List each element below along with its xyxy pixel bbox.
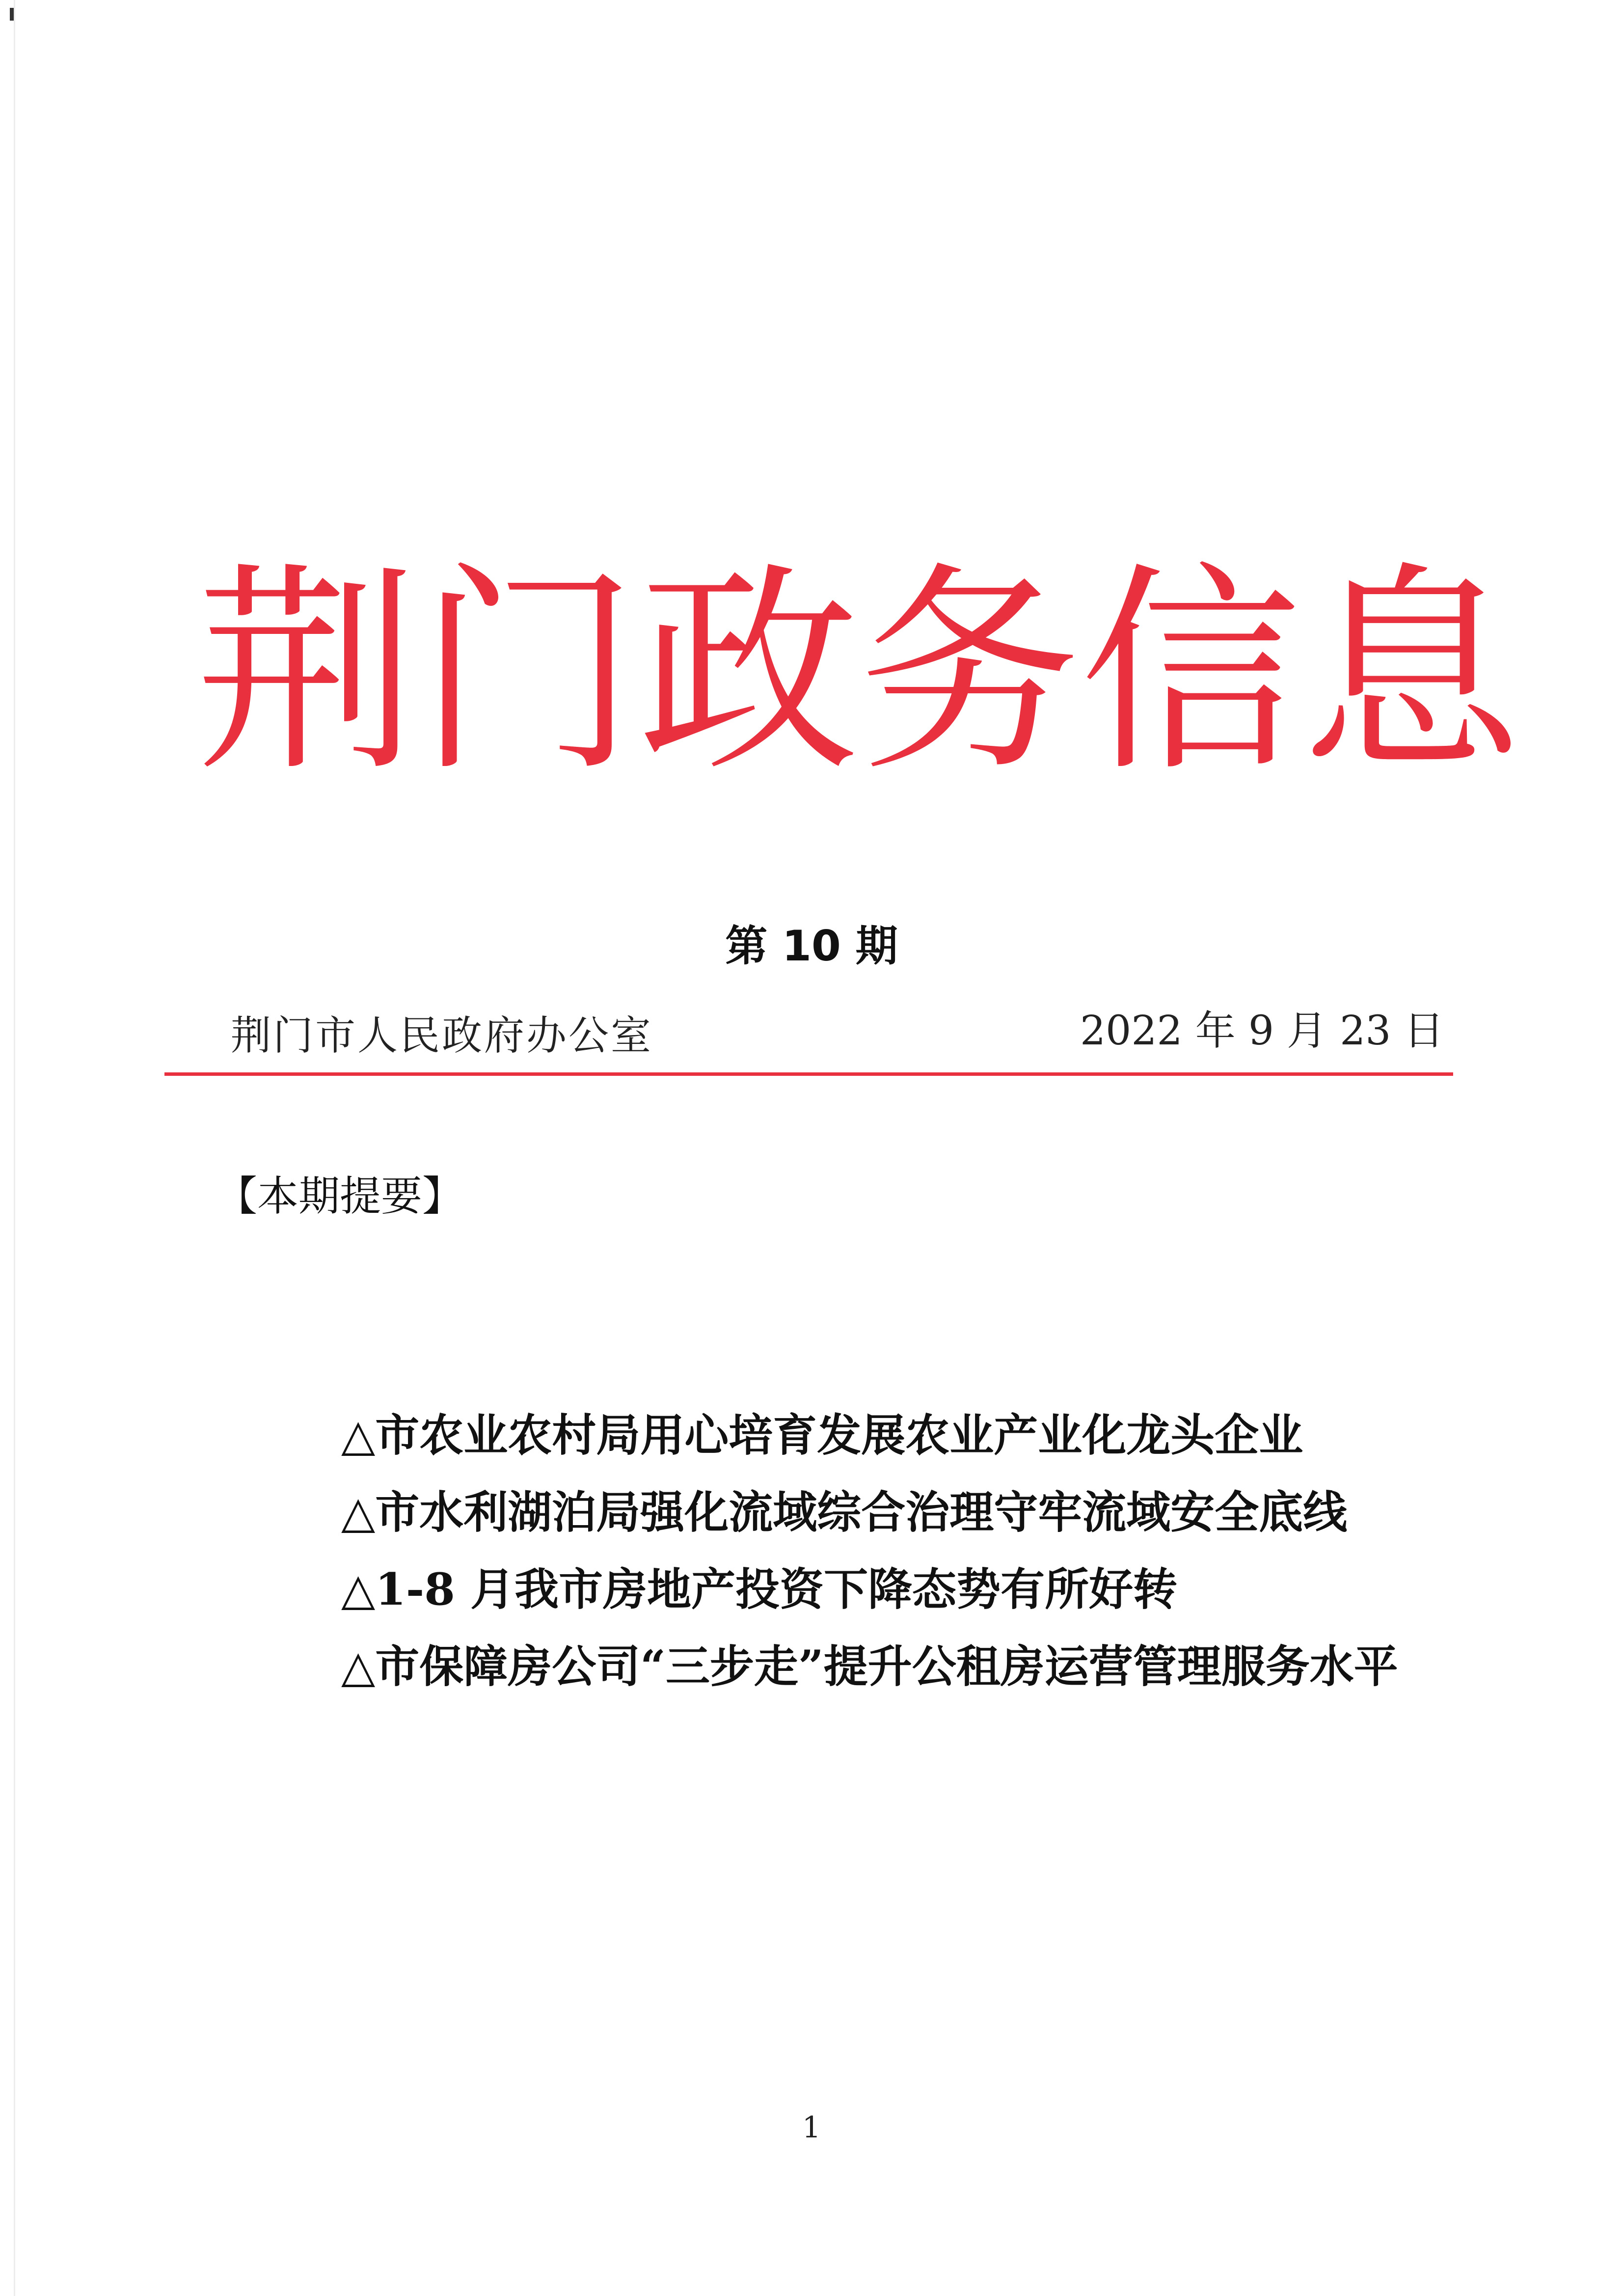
masthead-divider [164,1072,1453,1076]
summary-item: △市保障房公司“三步走”提升公租房运营管理服务水平 [341,1640,1398,1693]
scan-corner-mark [10,8,14,21]
summary-item: △市农业农村局用心培育发展农业产业化龙头企业 [341,1409,1303,1461]
masthead-char: 信 [1080,544,1301,801]
issue-number: 第 10 期 [725,922,898,971]
summary-item: △1-8 月我市房地产投资下降态势有所好转 [341,1563,1178,1615]
masthead-char: 荆 [196,544,417,801]
issuing-office: 荆门市人民政府办公室 [231,1012,653,1059]
masthead-char: 息 [1301,544,1522,801]
issue-date: 2022 年 9 月 23 日 [1080,1008,1444,1054]
summary-heading: 【本期提要】 [216,1172,464,1220]
masthead-char: 务 [859,544,1080,801]
masthead-char: 门 [417,544,638,801]
scan-edge-line [14,0,15,2296]
masthead-char: 政 [638,544,859,801]
masthead-title [196,520,1522,825]
page-number: 1 [802,2110,821,2145]
summary-item: △市水利湖泊局强化流域综合治理守牢流域安全底线 [341,1486,1348,1538]
summary-list [341,1397,1519,1705]
